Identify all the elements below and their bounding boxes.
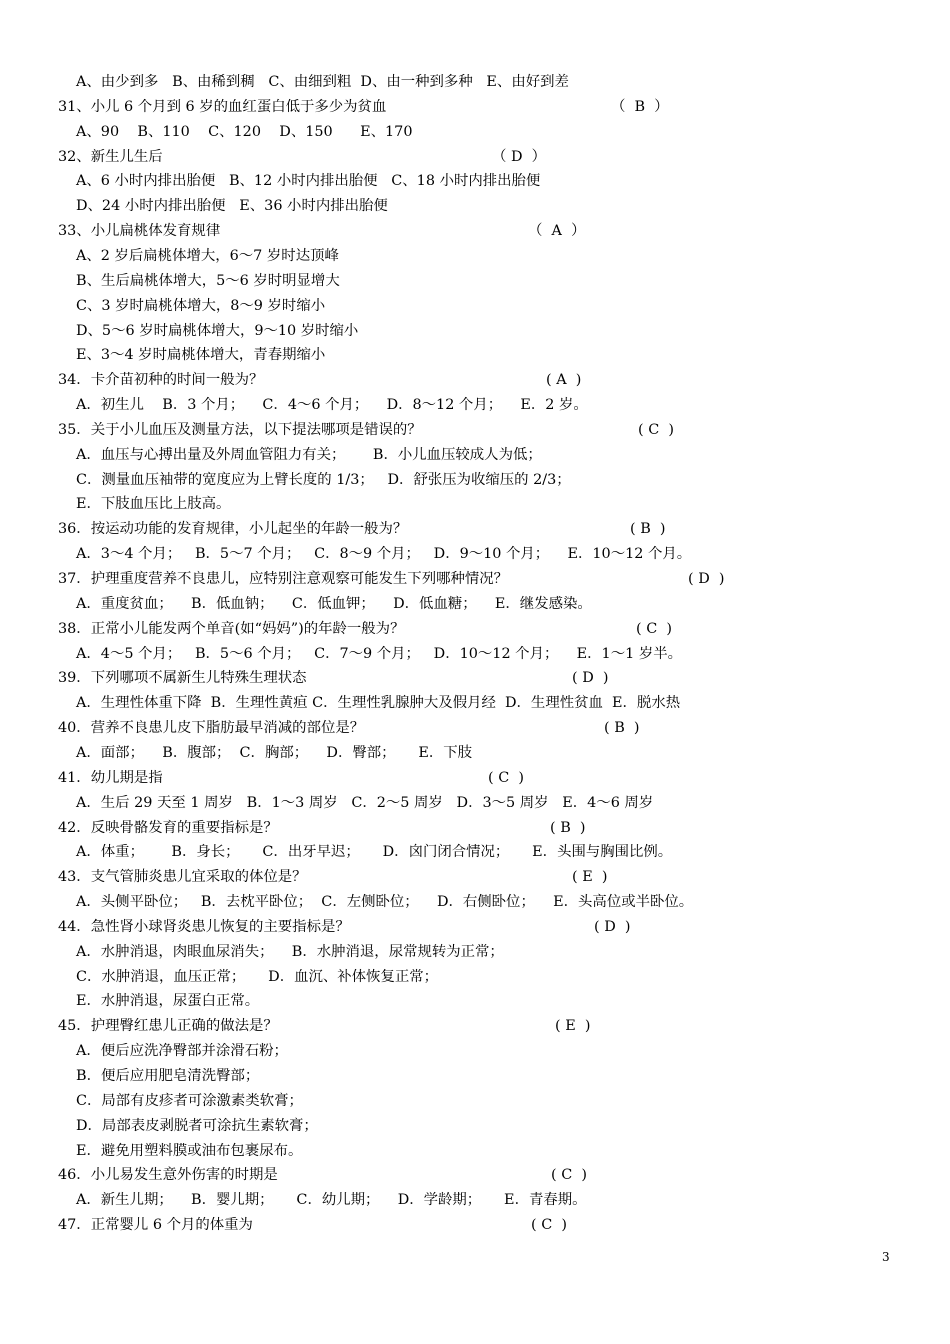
option-text: A．新生儿期； B．婴儿期； C．幼儿期； D．学龄期； E．青春期。 bbox=[76, 1192, 587, 1209]
question-line bbox=[0, 817, 586, 839]
option-text: A．3～4 个月； B．5～7 个月； C．8～9 个月； D．9～10 个月； E．10～12 个月。 bbox=[76, 546, 692, 563]
question-text: 45．护理臀红患儿正确的做法是？ bbox=[58, 1018, 278, 1035]
answer-key: ( C ) bbox=[551, 1167, 587, 1184]
option-text: E．避免用塑料膜或油布包裹尿布。 bbox=[76, 1142, 303, 1159]
option-line bbox=[0, 295, 325, 317]
option-line bbox=[0, 966, 438, 988]
option-line bbox=[0, 493, 230, 515]
question-line bbox=[0, 220, 586, 242]
option-text: A．生后 29 天至 1 周岁 B．1～3 周岁 C．2～5 周岁 D．3～5 周岁 E．4～6 周岁 bbox=[76, 794, 654, 811]
question-line bbox=[0, 916, 631, 938]
question-text: 46．小儿易发生意外伤害的时期是 bbox=[58, 1167, 278, 1184]
option-line bbox=[0, 195, 388, 217]
option-text: A．头侧平卧位； B．去枕平卧位； C．左侧卧位； D．右侧卧位； E．头高位或半卧位。 bbox=[76, 894, 694, 911]
option-text: E．水肿消退，尿蛋白正常。 bbox=[76, 993, 260, 1010]
question-text: 34．卡介苗初种的时间一般为？ bbox=[58, 372, 264, 389]
option-text: B、生后扁桃体增大，5～6 岁时明显增大 bbox=[76, 272, 340, 289]
option-line bbox=[0, 1065, 259, 1087]
option-text: D、24 小时内排出胎便 E、36 小时内排出胎便 bbox=[76, 198, 388, 215]
question-line bbox=[0, 618, 672, 640]
option-line bbox=[0, 1115, 318, 1137]
answer-key: ( E ) bbox=[555, 1018, 591, 1035]
option-text: D．局部表皮剥脱者可涂抗生素软膏； bbox=[76, 1117, 318, 1134]
answer-key: ( C ) bbox=[531, 1217, 567, 1234]
option-line bbox=[0, 344, 325, 366]
answer-key: ( C ) bbox=[488, 769, 524, 786]
option-line bbox=[0, 1189, 587, 1211]
question-line bbox=[0, 1015, 591, 1037]
answer-key: （ D ） bbox=[492, 148, 547, 165]
question-text: 36．按运动功能的发育规律，小儿起坐的年龄一般为？ bbox=[58, 521, 408, 538]
question-line bbox=[0, 568, 725, 590]
question-line bbox=[0, 419, 674, 441]
question-line bbox=[0, 667, 609, 689]
option-text: A、6 小时内排出胎便 B、12 小时内排出胎便 C、18 小时内排出胎便 bbox=[76, 173, 541, 190]
option-line bbox=[0, 444, 542, 466]
option-line bbox=[0, 792, 653, 814]
option-text: C、3 岁时扁桃体增大，8～9 岁时缩小 bbox=[76, 297, 326, 314]
option-line bbox=[0, 593, 592, 615]
answer-key: ( E ) bbox=[572, 869, 608, 886]
answer-key: ( A ) bbox=[546, 372, 582, 389]
question-text: 37．护理重度营养不良患儿，应特别注意观察可能发生下列哪种情况？ bbox=[58, 571, 509, 587]
option-line bbox=[0, 543, 691, 565]
option-text: C．水肿消退，血压正常； D．血沉、补体恢复正常； bbox=[76, 968, 439, 985]
question-line bbox=[0, 1214, 567, 1236]
option-text: A、90 B、110 C、120 D、150 E、170 bbox=[76, 123, 413, 140]
option-line bbox=[0, 1040, 288, 1062]
question-text: 32、新生儿生后 bbox=[58, 148, 163, 165]
answer-key: ( B ) bbox=[550, 819, 586, 836]
question-line bbox=[0, 767, 524, 789]
option-line bbox=[0, 320, 358, 342]
option-text: A、由少到多 B、由稀到稠 C、由细到粗 D、由一种到多种 E、由好到差 bbox=[76, 74, 569, 90]
answer-key: （ B ） bbox=[611, 98, 669, 115]
question-text: 47．正常婴儿 6 个月的体重为 bbox=[58, 1217, 253, 1234]
question-text: 38．正常小儿能发两个单音(如“妈妈”)的年龄一般为？ bbox=[58, 620, 405, 637]
option-text: D、5～6 岁时扁桃体增大，9～10 岁时缩小 bbox=[76, 322, 359, 339]
option-line bbox=[0, 1090, 303, 1112]
option-line bbox=[0, 394, 588, 416]
option-text: A．血压与心搏出量及外周血管阻力有关； B．小儿血压较成人为低； bbox=[76, 446, 542, 463]
option-line bbox=[0, 469, 571, 491]
option-line bbox=[0, 692, 680, 714]
question-text: 39．下列哪项不属新生儿特殊生理状态 bbox=[58, 670, 307, 687]
option-line bbox=[0, 941, 504, 963]
option-line bbox=[0, 643, 682, 665]
option-line bbox=[0, 71, 569, 93]
option-text: A．初生儿 B．3 个月； C．4～6 个月； D．8～12 个月； E．2 岁。 bbox=[76, 397, 588, 414]
question-line bbox=[0, 96, 669, 118]
answer-key: （ A ） bbox=[528, 223, 586, 240]
answer-key: ( B ) bbox=[630, 521, 666, 538]
option-line bbox=[0, 742, 472, 764]
option-line bbox=[0, 121, 413, 143]
option-text: A、2 岁后扁桃体增大，6～7 岁时达顶峰 bbox=[76, 247, 339, 264]
option-line bbox=[0, 1140, 302, 1162]
option-text: A．体重； B．身长； C．出牙早迟； D．囟门闭合情况； E．头围与胸围比例。 bbox=[76, 844, 673, 861]
page-number: 3 bbox=[882, 1250, 890, 1264]
answer-key: ( D ) bbox=[572, 670, 609, 687]
question-text: 31、小儿 6 个月到 6 岁的血红蛋白低于多少为贫血 bbox=[58, 98, 387, 115]
question-line bbox=[0, 369, 582, 391]
answer-key: ( D ) bbox=[594, 918, 631, 935]
question-line bbox=[0, 717, 640, 739]
option-text: C．局部有皮疹者可涂激素类软膏； bbox=[76, 1092, 303, 1109]
answer-key: ( B ) bbox=[604, 720, 640, 737]
question-text: 44．急性肾小球肾炎患儿恢复的主要指标是？ bbox=[58, 918, 350, 935]
question-line bbox=[0, 1164, 587, 1186]
option-text: E、3～4 岁时扁桃体增大，青春期缩小 bbox=[76, 347, 326, 364]
option-text: A．面部； B．腹部； C．胸部； D．臀部； E．下肢 bbox=[76, 744, 473, 761]
question-text: 41．幼儿期是指 bbox=[58, 769, 163, 786]
option-line bbox=[0, 841, 672, 863]
question-line bbox=[0, 866, 608, 888]
option-text: A．生理性体重下降 B．生理性黄疸 C．生理性乳腺肿大及假月经 D．生理性贫血 E．脱水热 bbox=[76, 695, 681, 712]
option-line bbox=[0, 891, 693, 913]
option-text: B．便后应用肥皂清洗臀部； bbox=[76, 1068, 260, 1084]
option-text: C．测量血压袖带的宽度应为上臂长度的 1/3； D．舒张压为收缩压的 2/3； bbox=[76, 471, 571, 488]
option-text: A．重度贫血； B．低血钠； C．低血钾； D．低血糖； E．继发感染。 bbox=[76, 595, 592, 612]
question-text: 43．支气管肺炎患儿宜采取的体位是？ bbox=[58, 869, 307, 886]
question-text: 33、小儿扁桃体发育规律 bbox=[58, 223, 221, 240]
answer-key: ( C ) bbox=[638, 421, 674, 438]
option-text: A．便后应洗净臀部并涂滑石粉； bbox=[76, 1043, 288, 1060]
option-text: A．水肿消退，肉眼血尿消失； B．水肿消退，尿常规转为正常； bbox=[76, 943, 504, 960]
question-text: 42．反映骨骼发育的重要指标是？ bbox=[58, 819, 278, 836]
option-line bbox=[0, 270, 340, 292]
answer-key: ( C ) bbox=[636, 620, 672, 637]
question-line bbox=[0, 146, 547, 168]
option-text: E．下肢血压比上肢高。 bbox=[76, 496, 231, 513]
option-text: A．4～5 个月； B．5～6 个月； C．7～9 个月； D．10～12 个月； E．1～1 岁半。 bbox=[76, 645, 682, 662]
question-text: 40．营养不良患儿皮下脂肪最早消减的部位是？ bbox=[58, 720, 365, 737]
answer-key: ( D ) bbox=[688, 571, 725, 587]
option-line bbox=[0, 990, 259, 1012]
option-line bbox=[0, 245, 339, 267]
option-line bbox=[0, 170, 540, 192]
question-text: 35．关于小儿血压及测量方法，以下提法哪项是错误的？ bbox=[58, 421, 422, 438]
question-line bbox=[0, 518, 666, 540]
